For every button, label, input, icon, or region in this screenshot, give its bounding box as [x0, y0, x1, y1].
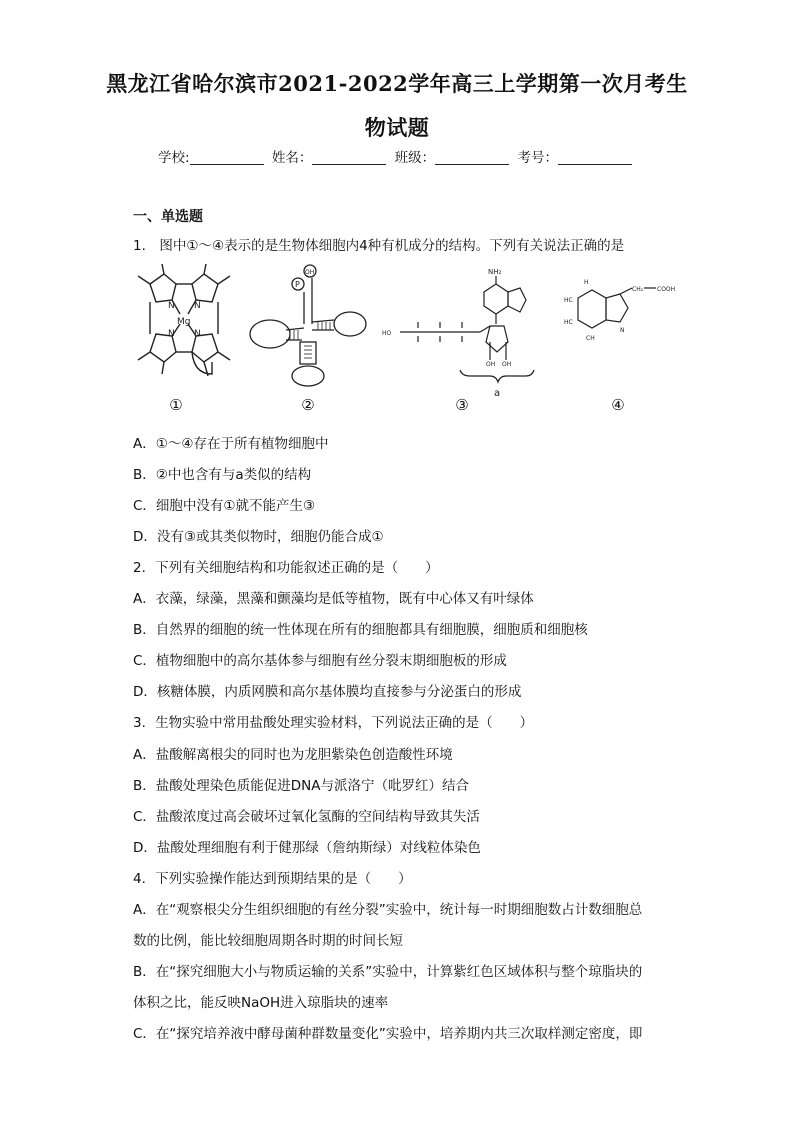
question-1-option-b: B．②中也含有与a类似的结构	[133, 467, 312, 483]
nitrogen-atom-label: N	[194, 301, 201, 311]
name-label: 姓名：	[271, 150, 313, 166]
methine-label: CH	[586, 335, 595, 342]
exam-number-field[interactable]	[558, 150, 632, 165]
nitrogen-atom-label: N	[620, 327, 625, 334]
school-label: 学校:	[158, 150, 190, 166]
name-field[interactable]	[312, 150, 386, 165]
auxin-structure-figure	[560, 262, 690, 372]
hydrogen-label: H	[584, 279, 589, 286]
question-3-option-d: D．盐酸处理细胞有利于健那绿（詹纳斯绿）对线粒体染色	[133, 840, 481, 856]
chlorophyll-structure-figure	[128, 262, 240, 390]
question-1-stem: 1． 图中①～④表示的是生物体细胞内4种有机成分的结构。下列有关说法正确的是	[133, 238, 625, 254]
nitrogen-atom-label: N	[168, 301, 175, 311]
question-4-option-a-line1: A．在“观察根尖分生组织细胞的有丝分裂”实验中，统计每一时期细胞数占计数细胞总	[133, 902, 643, 918]
hydroxyl-label: OH	[502, 361, 512, 368]
school-field[interactable]	[190, 150, 264, 165]
student-info-row	[0, 146, 794, 166]
question-1-option-d: D．没有③或其类似物时，细胞仍能合成①	[133, 529, 384, 545]
question-4-option-b-line1: B．在“探究细胞大小与物质运输的关系”实验中，计算紫红色区域体积与整个琼脂块的	[133, 964, 643, 980]
methine-label: HC	[564, 297, 573, 304]
question-3-stem: 3．生物实验中常用盐酸处理实验材料，下列说法正确的是（ ）	[133, 715, 534, 731]
carboxyl-label: COOH	[657, 286, 676, 293]
question-2-option-d: D．核糖体膜，内质网膜和高尔基体膜均直接参与分泌蛋白的形成	[133, 684, 522, 700]
class-field[interactable]	[435, 150, 509, 165]
question-4-option-a-line2: 数的比例，能比较细胞周期各时期的时间长短	[133, 933, 403, 949]
hydroxyl-label: HO	[382, 330, 392, 337]
figure-label-3: ③	[455, 396, 469, 414]
atp-structure-figure	[380, 262, 550, 402]
figure-label-4: ④	[611, 396, 625, 414]
phosphate-label: P	[295, 280, 300, 289]
hydroxyl-label: OH	[486, 361, 496, 368]
amino-group-label: NH₂	[488, 268, 502, 276]
hydroxyl-label: OH	[305, 269, 315, 276]
nitrogen-atom-label: N	[168, 329, 175, 339]
class-label: 班级：	[394, 150, 436, 166]
exam-title-line2: 物试题	[364, 115, 430, 140]
label-a: a	[494, 388, 501, 399]
question-2-option-c: C．植物细胞中的高尔基体参与细胞有丝分裂末期细胞板的形成	[133, 653, 507, 669]
question-1-option-c: C．细胞中没有①就不能产生③	[133, 498, 316, 514]
magnesium-label: Mg	[177, 317, 191, 327]
nitrogen-atom-label: N	[194, 329, 201, 339]
figure-label-1: ①	[169, 396, 183, 414]
trna-structure-figure	[246, 262, 372, 390]
question-4-stem: 4．下列实验操作能达到预期结果的是（ ）	[133, 871, 412, 887]
question-4-option-c-line1: C．在“探究培养液中酵母菌种群数量变化”实验中，培养期内共三次取样测定密度，即	[133, 1026, 643, 1042]
molecule-figures	[128, 262, 688, 422]
question-2-option-b: B．自然界的细胞的统一性体现在所有的细胞都具有细胞膜，细胞质和细胞核	[133, 622, 588, 638]
question-4-option-b-line2: 体积之比，能反映NaOH进入琼脂块的速率	[133, 995, 389, 1011]
question-2-stem: 2．下列有关细胞结构和功能叙述正确的是（ ）	[133, 560, 439, 576]
question-1-option-a: A．①～④存在于所有植物细胞中	[133, 436, 329, 452]
question-3-option-b: B．盐酸处理染色质能促进DNA与派洛宁（吡罗红）结合	[133, 778, 469, 794]
exam-title-line1: 黑龙江省哈尔滨市2021-2022学年高三上学期第一次月考生	[106, 71, 688, 96]
question-3-option-c: C．盐酸浓度过高会破坏过氧化氢酶的空间结构导致其失活	[133, 809, 480, 825]
figure-label-2: ②	[301, 396, 315, 414]
methine-label: HC	[564, 319, 573, 326]
methylene-label: CH₂	[632, 286, 644, 293]
question-2-option-a: A．衣藻，绿藻，黑藻和颤藻均是低等植物，既有中心体又有叶绿体	[133, 591, 534, 607]
exam-number-label: 考号：	[517, 150, 558, 166]
question-3-option-a: A．盐酸解离根尖的同时也为龙胆紫染色创造酸性环境	[133, 747, 453, 763]
section-title: 一、单选题	[133, 209, 203, 225]
